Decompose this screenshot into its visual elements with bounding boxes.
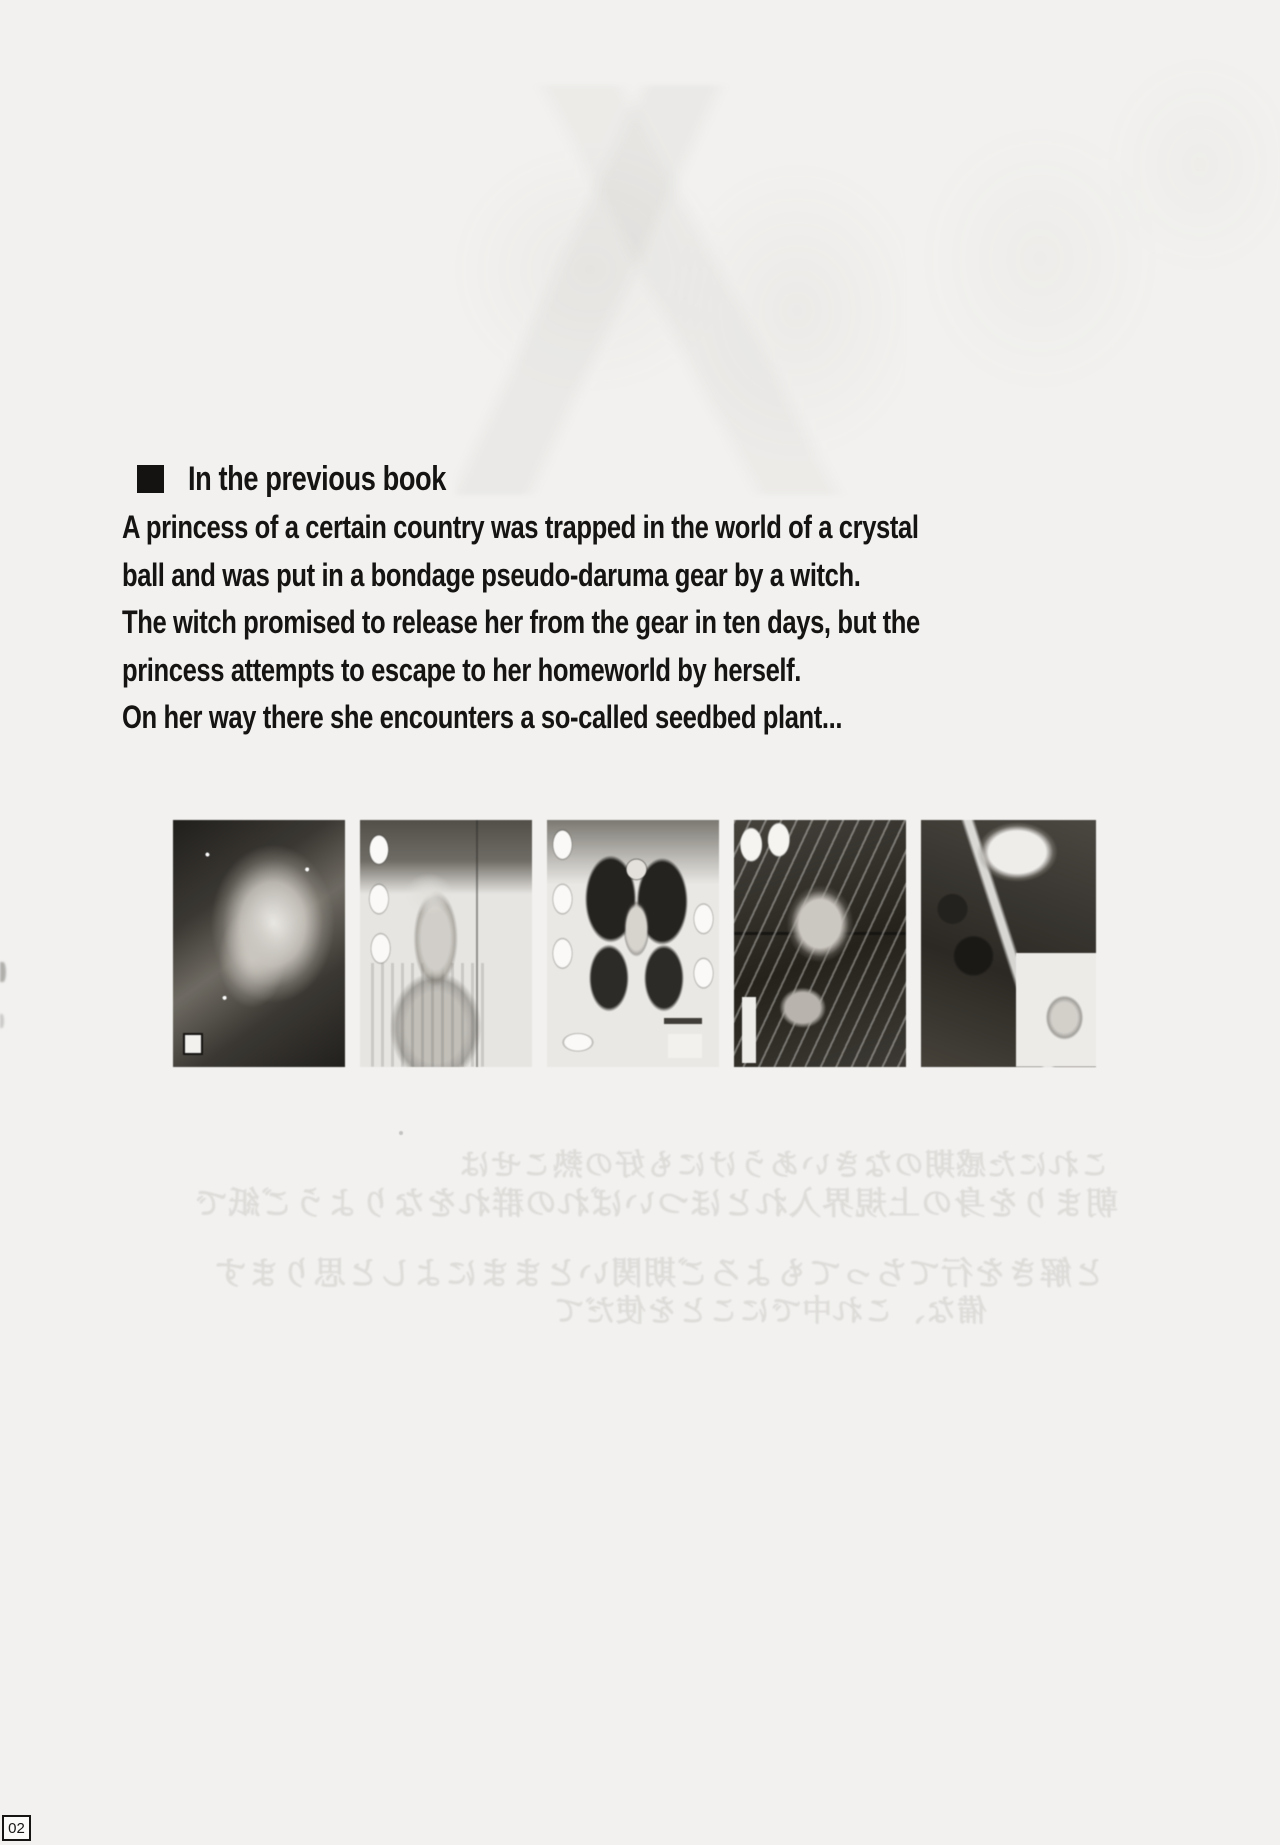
synopsis-line-text: On her way there she encounters a so-called seedbed plant... [122, 699, 843, 735]
synopsis-line-text: The witch promised to release her from the gear in ten days, but the [122, 604, 920, 640]
section-heading [137, 459, 510, 498]
manga-page-thumbnail-4 [734, 820, 906, 1067]
page-number-box [2, 1815, 31, 1841]
bleedthrough-text-row: 朝まりを身の上規界入れとほついばれの群れをなりようご紙で [193, 1185, 1118, 1221]
synopsis-line [122, 504, 1119, 552]
synopsis-line [122, 599, 1119, 647]
synopsis-line [122, 647, 1119, 695]
bleedthrough-text-row: と解きを行てちってもよろご期関いとままによしと思ります [213, 1255, 1105, 1291]
synopsis-line [122, 694, 1119, 742]
manga-page-thumbnail-2 [360, 820, 532, 1067]
scan-dust-dot [399, 1131, 403, 1135]
page-number: 02 [8, 1819, 25, 1837]
manga-page-thumbnail-1 [173, 820, 345, 1067]
reverse-side-artwork-bleedthrough [455, 85, 905, 495]
manga-page-thumbnail-5 [921, 820, 1096, 1067]
scan-edge-speck [0, 1014, 4, 1028]
synopsis-line-text: ball and was put in a bondage pseudo-daruma gear by a witch. [122, 556, 861, 593]
bleedthrough-text-row: これにた感期のなきいあうけにも好の熱こせは [459, 1149, 1110, 1182]
scan-edge-speck [0, 962, 6, 982]
synopsis-line-text: A princess of a certain country was trapped in the world of a crystal [122, 509, 919, 545]
synopsis-line [122, 552, 1119, 600]
thumbnail-page-number-box [183, 1033, 203, 1055]
synopsis-paragraph [122, 504, 1119, 742]
manga-page-thumbnail-3 [547, 820, 719, 1067]
black-square-icon [137, 465, 164, 493]
synopsis-line-text: princess attempts to escape to her homeworld by herself. [122, 651, 801, 688]
section-heading-text: In the previous book [188, 459, 446, 498]
bleedthrough-text-row: 備な、これ中でにことを使だて [553, 1295, 987, 1328]
reverse-side-artwork-bleedthrough-2 [880, 0, 1280, 470]
